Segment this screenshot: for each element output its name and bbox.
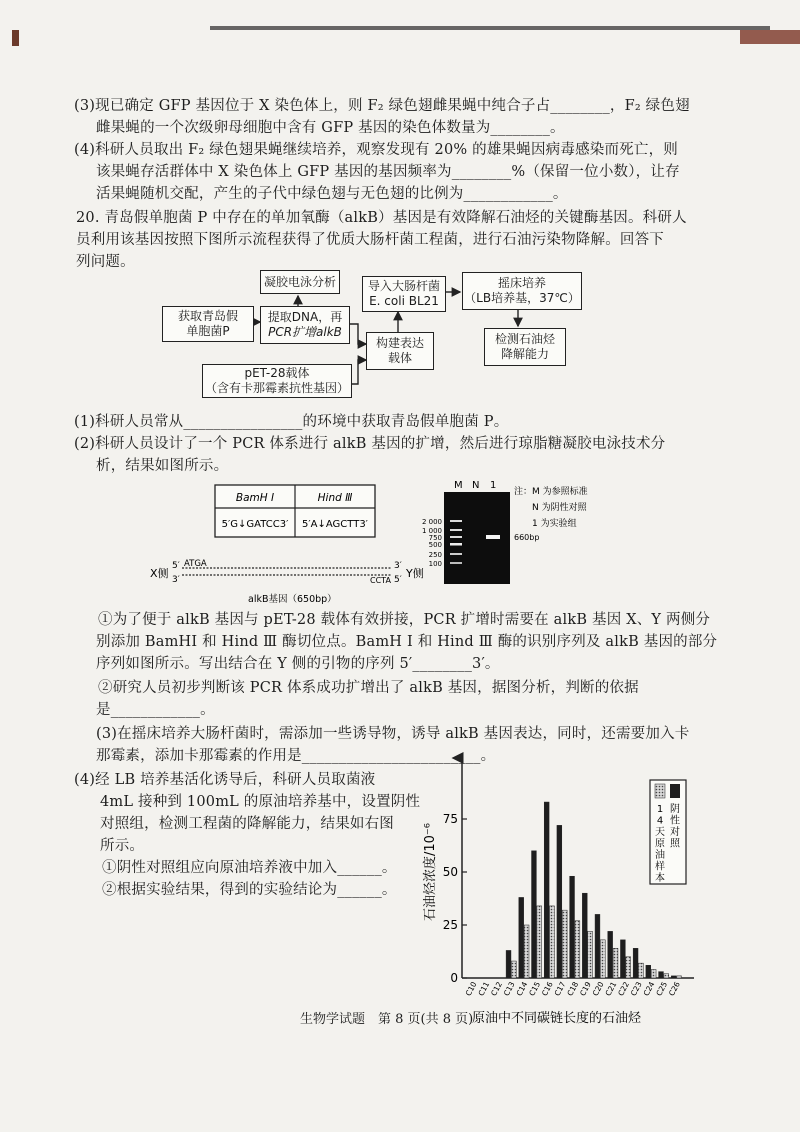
- chart-bar-阴性对照: [671, 976, 676, 978]
- q20-part2-line1: (2)科研人员设计了一个 PCR 体系进行 alkB 基因的扩增，然后进行琼脂糖凝胶电泳技术分: [74, 436, 666, 452]
- gel-band: [450, 553, 462, 555]
- flow-import-label2: E. coli BL21: [369, 294, 439, 308]
- chart-legend-label-sample: 样: [655, 861, 665, 873]
- flow-detect-label2: 降解能力: [500, 347, 549, 361]
- gene-three-top: 3′: [394, 561, 402, 571]
- flow-extract-label2: PCR扩增alkB: [268, 325, 342, 339]
- q19-part4-line1: (4)科研人员取出 F₂ 绿色翅果蝇继续培养，观察发现有 20% 的雄果蝇因病毒感染而死亡，则: [74, 142, 678, 158]
- gene-x-side: X侧: [150, 567, 169, 580]
- chart-bar-14天原油样本: [626, 957, 631, 978]
- chart-x-tick-label: C10: [463, 980, 479, 998]
- flow-vector: [202, 364, 352, 398]
- chart-legend-label-control: 阴: [670, 804, 680, 815]
- chart-y-axis-label: 石油烃浓度/10⁻⁶: [423, 823, 438, 921]
- gel-lane-m: M: [454, 480, 463, 491]
- chart-bar-14天原油样本: [588, 931, 593, 978]
- flow-import-ecoli: [362, 276, 446, 312]
- flow-build-label1: 构建表达: [375, 336, 424, 350]
- flow-shake-label2: （LB培养基，37℃）: [464, 291, 580, 305]
- flow-gel-analysis: [260, 270, 340, 294]
- chart-bar-阴性对照: [519, 897, 524, 978]
- chart-x-tick-label: C16: [539, 980, 555, 998]
- gel-band-660: [486, 535, 500, 539]
- chart-legend-label-sample: 天: [655, 827, 665, 838]
- chart-legend-swatch-sample: [655, 784, 665, 798]
- chart-bar-阴性对照: [506, 950, 511, 978]
- q20-part2-sub2-line1: ②研究人员初步判断该 PCR 体系成功扩增出了 alkB 基因，据图分析，判断的依据: [98, 680, 639, 696]
- gel-band: [450, 543, 462, 546]
- chart-bar-阴性对照: [608, 931, 613, 978]
- q19-part4-line3: 活果蝇随机交配，产生的子代中绿色翅与无色翅的比例为____________。: [96, 186, 568, 202]
- chart-y-tick-label: 50: [442, 865, 458, 879]
- q20-part4-sub1: ①阴性对照组应向原油培养液中加入______。: [102, 860, 397, 876]
- gel-lane-n: N: [472, 480, 480, 491]
- chart-y-tick-label: 25: [442, 918, 458, 932]
- chart-bar-阴性对照: [646, 965, 651, 978]
- chart-x-tick-label: C20: [590, 980, 606, 998]
- gel-lane-1: 1: [490, 480, 497, 491]
- q20-part3-line1: (3)在摇床培养大肠杆菌时，需添加一些诱导物，诱导 alkB 基因表达，同时，还需要加入卡: [96, 726, 690, 742]
- chart-bar-14天原油样本: [550, 906, 555, 978]
- chart-legend-label-control: 照: [670, 838, 680, 850]
- q20-part4-line2: 4mL 接种到 100mL 的原油培养基中，设置阴性: [100, 794, 421, 810]
- chart-bar-14天原油样本: [575, 921, 580, 978]
- flow-shake-culture: [462, 272, 582, 310]
- chart-bar-阴性对照: [544, 802, 549, 978]
- flow-obtain-label1: 获取青岛假: [177, 309, 238, 323]
- chart-legend-label-sample: 油: [655, 850, 665, 861]
- flow-obtain-label2: 单胞菌P: [186, 324, 230, 338]
- chart-legend-label-sample: 原: [655, 838, 665, 850]
- chart-y-tick-label: 0: [450, 971, 458, 985]
- page-footer: 生物学试题 第 8 页(共 8 页): [300, 1012, 474, 1027]
- gene-label: alkB基因（650bp）: [248, 594, 337, 605]
- gene-five-top: 5′: [172, 561, 180, 571]
- alkb-gene-diagram: [148, 556, 424, 606]
- chart-x-tick-label: C12: [489, 980, 504, 998]
- flow-gel-label: 凝胶电泳分析: [263, 274, 336, 289]
- flow-shake-label1: 摇床培养: [497, 276, 546, 290]
- gel-ladder-2000: 2 000: [421, 518, 442, 526]
- q20-part2-sub1-line3: 序列如图所示。写出结合在 Y 侧的引物的序列 5′________3′。: [96, 656, 500, 672]
- enzyme-bamh1-header: BamH Ⅰ: [235, 492, 275, 504]
- chart-bar-阴性对照: [595, 914, 600, 978]
- chart-y-tick-label: 75: [442, 812, 458, 826]
- chart-x-tick-label: C26: [666, 980, 682, 998]
- chart-bar-14天原油样本: [664, 974, 669, 978]
- chart-legend-label-sample: 本: [655, 873, 665, 884]
- scan-mark-left: [12, 30, 19, 46]
- chart-x-tick-label: C17: [552, 980, 568, 998]
- chart-bar-14天原油样本: [537, 906, 542, 978]
- gel-band: [450, 562, 462, 564]
- oil-degradation-chart: [412, 752, 698, 1034]
- q20-intro-line2: 员利用该基因按照下图所示流程获得了优质大肠杆菌工程菌，进行石油污染物降解。回答下: [76, 232, 664, 248]
- gel-note-3: 1 为实验组: [532, 519, 577, 529]
- gene-atga: ATGA: [184, 559, 207, 569]
- gene-three-bot: 3′: [172, 575, 180, 585]
- flow-vector-label1: pET-28载体: [244, 366, 310, 380]
- flow-vector-label2: （含有卡那霉素抗性基因）: [204, 381, 349, 395]
- q20-part2-line2: 析，结果如图所示。: [96, 458, 229, 474]
- flow-detect-label1: 检测石油烃: [494, 332, 555, 346]
- q20-part2-sub2-line2: 是____________。: [96, 702, 215, 718]
- q20-part1: (1)科研人员常从________________的环境中获取青岛假单胞菌 P。: [74, 414, 509, 430]
- q20-intro-line3: 列问题。: [76, 254, 135, 270]
- chart-x-tick-label: C25: [654, 980, 670, 998]
- chart-x-tick-label: C24: [641, 980, 657, 998]
- gene-y-side: Y侧: [406, 567, 424, 580]
- chart-bar-14天原油样本: [511, 961, 516, 978]
- q20-part4-line4: 所示。: [100, 838, 145, 854]
- flow-import-label1: 导入大肠杆菌: [367, 279, 440, 293]
- gel-note-2: N 为阴性对照: [532, 503, 587, 513]
- enzyme-hind3-site: 5′A↓AGCTT3′: [302, 519, 368, 530]
- chart-legend-label-control: 对: [670, 827, 680, 838]
- scan-mark-right: [740, 30, 800, 44]
- gel-band: [450, 529, 462, 531]
- chart-legend-label-sample: 1: [656, 804, 664, 815]
- q19-part4-line2: 该果蝇存活群体中 X 染色体上 GFP 基因的基因频率为________%（保留一位小数），让存: [96, 164, 680, 180]
- gene-five-bot: 5′: [394, 575, 402, 585]
- chart-bar-14天原油样本: [639, 963, 644, 978]
- q20-part2-sub1-line2: 别添加 BamHI 和 Hind Ⅲ 酶切位点。BamH Ⅰ 和 Hind Ⅲ 酶的识别序列及 alkB 基因的部分: [96, 634, 718, 650]
- chart-bar-14天原油样本: [651, 970, 656, 978]
- q19-part3-line1: (3)现已确定 GFP 基因位于 X 染色体上，则 F₂ 绿色翅雌果蝇中纯合子占________，F₂ 绿色翅: [74, 98, 690, 114]
- chart-bar-阴性对照: [633, 948, 638, 978]
- enzyme-table: [214, 484, 378, 540]
- q20-intro-line1: 20. 青岛假单胞菌 P 中存在的单加氧酶（alkB）基因是有效降解石油烃的关键酶基因。科研人: [76, 210, 687, 226]
- gel-ladder-250: 250: [428, 551, 442, 559]
- chart-legend-swatch-control: [670, 784, 680, 798]
- chart-x-tick-label: C23: [628, 980, 644, 998]
- chart-x-tick-label: C14: [514, 980, 530, 998]
- chart-x-axis-label: 原油中不同碳链长度的石油烃: [472, 1011, 642, 1026]
- gel-ladder-100: 100: [428, 560, 442, 568]
- chart-x-tick-label: C11: [476, 980, 492, 998]
- gel-overlay: [410, 476, 602, 588]
- flow-extract-pcr: [260, 306, 350, 344]
- flow-build-vector: [366, 332, 434, 370]
- scan-top-band: [210, 26, 770, 30]
- gel-band: [450, 520, 462, 522]
- chart-bar-阴性对照: [557, 825, 562, 978]
- q20-part4-sub2: ②根据实验结果，得到的实验结论为______。: [102, 882, 397, 898]
- chart-x-tick-label: C22: [616, 980, 632, 998]
- chart-legend: [650, 780, 686, 884]
- q20-part2-sub1-line1: ①为了便于 alkB 基因与 pET-28 载体有效拼接，PCR 扩增时需要在 alkB 基因 X、Y 两侧分: [98, 612, 711, 628]
- chart-bar-14天原油样本: [677, 976, 682, 978]
- flow-obtain-strain: [162, 306, 254, 342]
- enzyme-hind3-header: Hind Ⅲ: [317, 492, 353, 504]
- chart-bar-14天原油样本: [613, 948, 618, 978]
- chart-x-tick-label: C15: [527, 980, 543, 998]
- gel-band: [450, 536, 462, 538]
- flow-extract-label1: 提取DNA，再: [267, 310, 343, 324]
- chart-legend-label-sample: 4: [656, 815, 664, 827]
- chart-bar-14天原油样本: [562, 910, 567, 978]
- q20-part4-line1: (4)经 LB 培养基活化诱导后，科研人员取菌液: [74, 772, 376, 788]
- chart-bar-阴性对照: [620, 940, 625, 978]
- gel-note-1: 注：M 为参照标准: [514, 487, 588, 497]
- flow-build-label2: 载体: [387, 351, 412, 365]
- chart-bar-14天原油样本: [600, 940, 605, 978]
- gel-ladder-500: 500: [428, 541, 442, 549]
- q19-part3-line2: 雌果蝇的一个次级卵母细胞中含有 GFP 基因的染色体数量为________。: [96, 120, 565, 136]
- chart-bar-14天原油样本: [524, 925, 529, 978]
- q20-part4-line3: 对照组，检测工程菌的降解能力，结果如右图: [100, 816, 394, 832]
- gel-ladder-750: 750: [428, 534, 442, 542]
- chart-bar-阴性对照: [532, 851, 537, 978]
- chart-x-tick-label: C18: [565, 980, 581, 998]
- chart-bar-阴性对照: [659, 972, 664, 978]
- chart-x-tick-label: C21: [603, 980, 619, 998]
- chart-bar-阴性对照: [570, 876, 575, 978]
- gene-ccta: CCTA: [370, 576, 391, 585]
- chart-legend-label-control: 性: [670, 815, 680, 827]
- gel-band-label: 660bp: [514, 533, 540, 542]
- chart-bar-阴性对照: [582, 893, 587, 978]
- flow-detect-degradation: [484, 328, 566, 366]
- chart-x-tick-label: C13: [501, 980, 517, 998]
- enzyme-bamh1-site: 5′G↓GATCC3′: [221, 519, 289, 530]
- chart-x-tick-label: C19: [578, 980, 593, 998]
- q20-part3-line2: 那霉素，添加卡那霉素的作用是________________________。: [96, 748, 496, 764]
- gel-ladder-1000: 1 000: [421, 527, 442, 535]
